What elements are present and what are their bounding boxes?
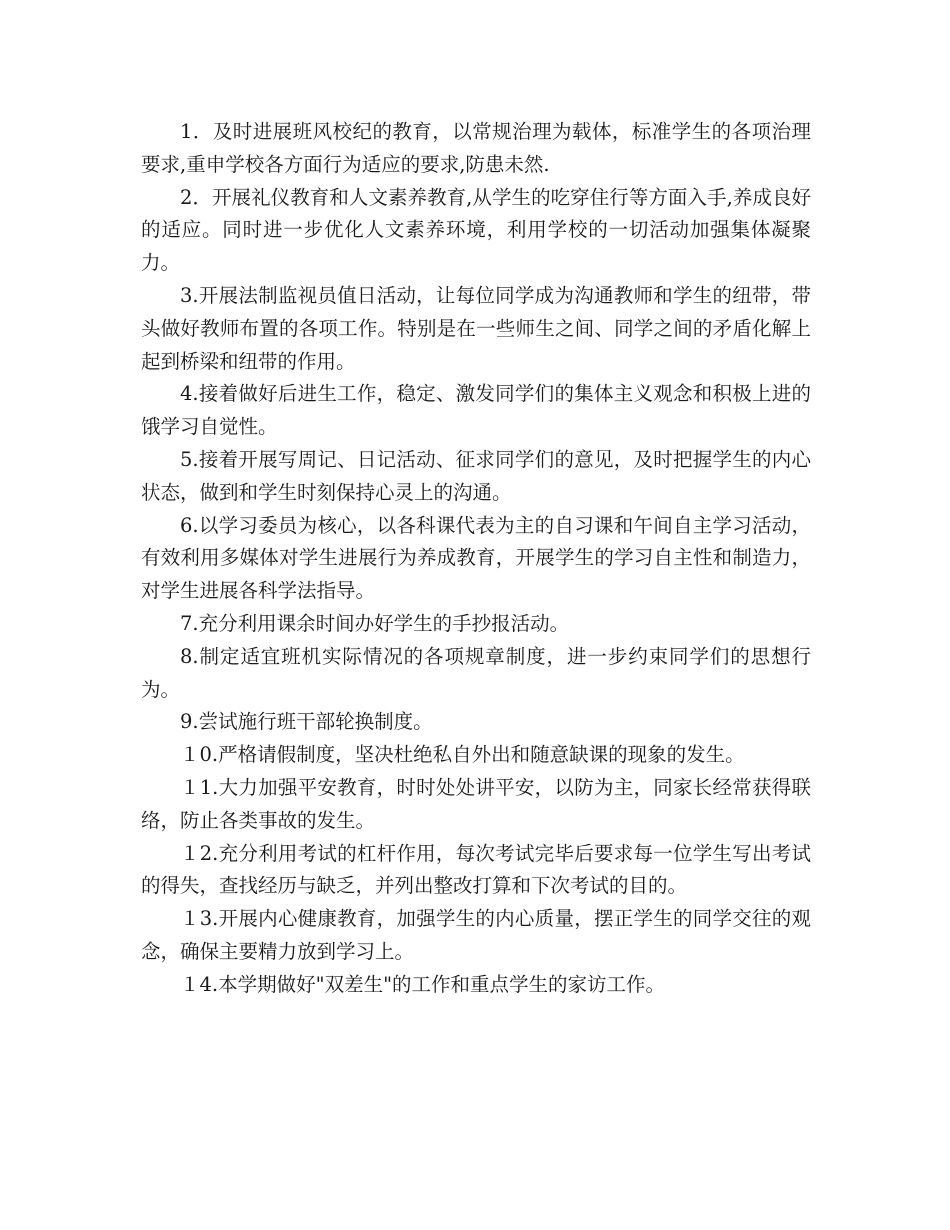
paragraph-2: 2．开展礼仪教育和人文素养教育,从学生的吃穿住行等方面入手,养成良好的适应。同时进一步优化人文素养环境，利用学校的一切活动加强集体凝聚力。 bbox=[141, 185, 811, 275]
paragraph-3: 3.开展法制监视员值日活动，让每位同学成为沟通教师和学生的纽带，带头做好教师布置的各项工作。特别是在一些师生之间、同学之间的矛盾化解上起到桥梁和纽带的作用。 bbox=[141, 283, 811, 373]
paragraph-7: 7.充分利用课余时间办好学生的手抄报活动。 bbox=[180, 611, 570, 635]
paragraph-14: １4.本学期做好"双差生"的工作和重点学生的家访工作。 bbox=[180, 972, 666, 996]
paragraph-1: 1．及时进展班风校纪的教育，以常规治理为载体，标准学生的各项治理要求,重申学校各方面行为适应的要求,防患未然. bbox=[141, 120, 811, 176]
paragraph-5: 5.接着开展写周记、日记活动、征求同学们的意见，及时把握学生的内心状态，做到和学生时刻保持心灵上的沟通。 bbox=[141, 447, 811, 504]
paragraph-11: １1.大力加强平安教育，时时处处讲平安，以防为主，同家长经常获得联络，防止各类事故的发生。 bbox=[141, 775, 811, 832]
document-body bbox=[141, 116, 811, 1002]
paragraph-8: 8.制定适宜班机实际情况的各项规章制度，进一步约束同学们的思想行为。 bbox=[141, 644, 811, 701]
paragraph-4: 4.接着做好后进生工作，稳定、激发同学们的集体主义观念和积极上进的饿学习自觉性。 bbox=[141, 382, 811, 439]
paragraph-9: 9.尝试施行班干部轮换制度。 bbox=[180, 710, 433, 734]
paragraph-6: 6.以学习委员为核心，以各科课代表为主的自习课和午间自主学习活动，有效利用多媒体对学生进展行为养成教育，开展学生的学习自主性和制造力，对学生进展各科学法指导。 bbox=[141, 513, 811, 603]
paragraph-10: １0.严格请假制度，坚决杜绝私自外出和随意缺课的现象的发生。 bbox=[180, 743, 745, 767]
paragraph-13: １3.开展内心健康教育，加强学生的内心质量，摆正学生的同学交往的观念，确保主要精力放到学习上。 bbox=[141, 907, 811, 963]
paragraph-12: １2.充分利用考试的杠杆作用，每次考试完毕后要求每一位学生写出考试的得失，查找经历与缺乏，并列出整改打算和下次考试的目的。 bbox=[141, 841, 811, 898]
